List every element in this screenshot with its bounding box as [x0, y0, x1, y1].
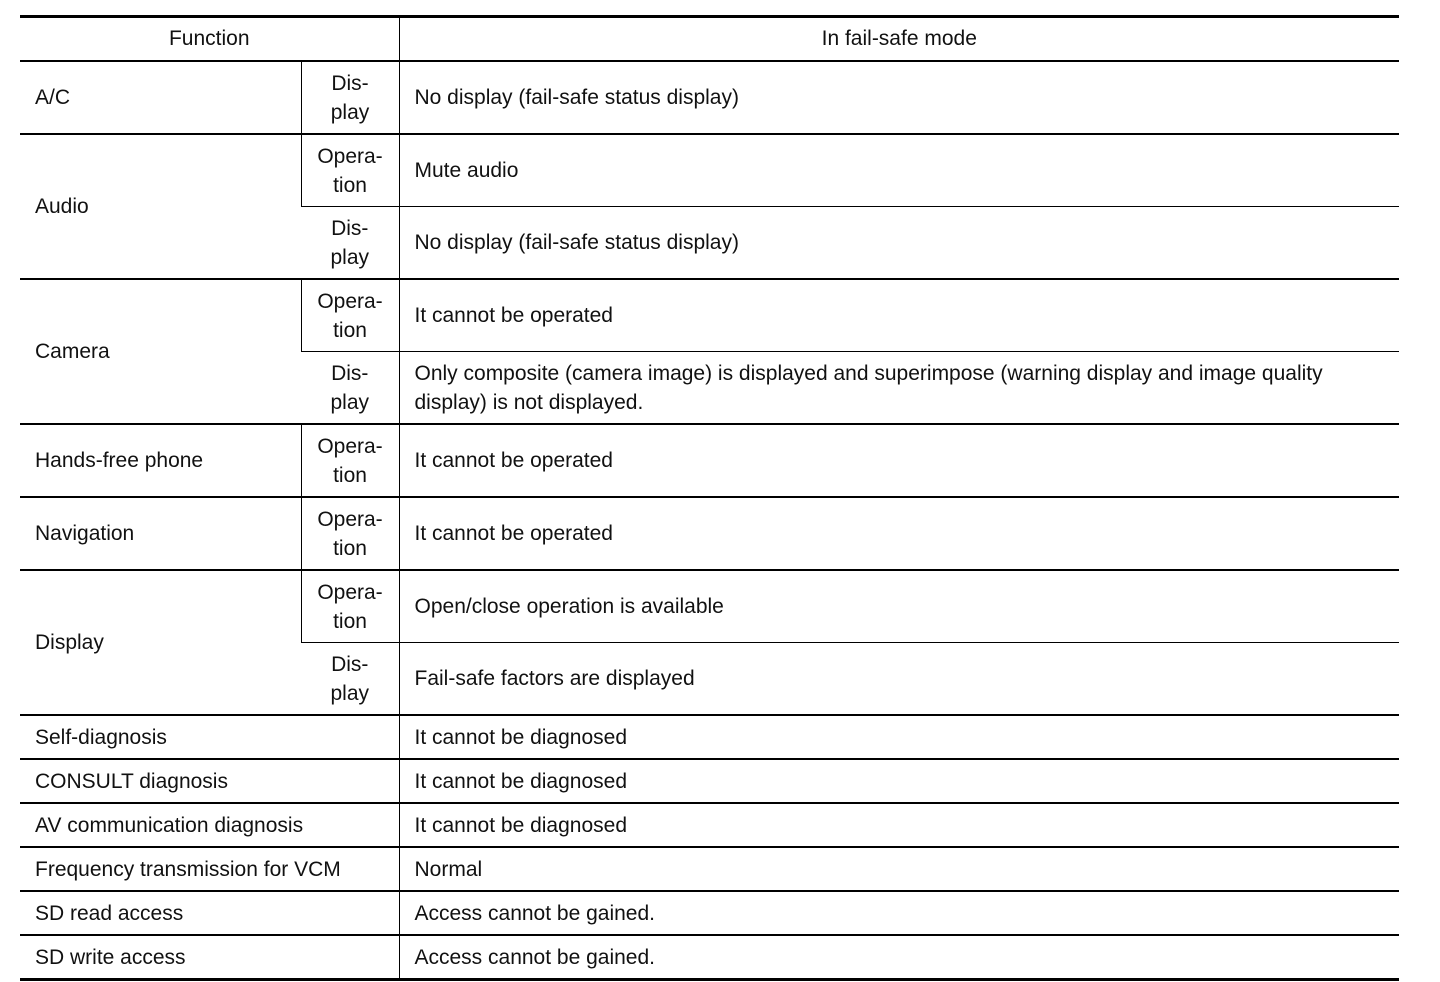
function-sd-read: SD read access: [20, 891, 399, 935]
function-camera: Camera: [20, 279, 301, 424]
mode-audio-display: No display (fail-safe status display): [399, 207, 1399, 280]
mode-display-display: Fail-safe factors are displayed: [399, 643, 1399, 716]
mode-audio-operation: Mute audio: [399, 134, 1399, 207]
table-row: [20, 279, 1399, 352]
mode-ac-display: No display (fail-safe status display): [399, 61, 1399, 134]
mode-consult: It cannot be diagnosed: [399, 759, 1399, 803]
function-sd-write: SD write access: [20, 935, 399, 980]
table-row: [20, 803, 1399, 847]
sub-display: Dis- play: [301, 643, 399, 716]
table-row: [20, 847, 1399, 891]
mode-camera-operation: It cannot be operated: [399, 279, 1399, 352]
mode-navigation-operation: It cannot be operated: [399, 497, 1399, 570]
table-row: [20, 61, 1399, 134]
table-row: [20, 134, 1399, 207]
function-handsfree: Hands-free phone: [20, 424, 301, 497]
function-display: Display: [20, 570, 301, 715]
sub-operation: Opera- tion: [301, 570, 399, 643]
table-header-row: [20, 17, 1399, 62]
mode-freq-vcm: Normal: [399, 847, 1399, 891]
mode-sd-write: Access cannot be gained.: [399, 935, 1399, 980]
table-row: [20, 891, 1399, 935]
header-mode: In fail-safe mode: [399, 17, 1399, 62]
mode-sd-read: Access cannot be gained.: [399, 891, 1399, 935]
sub-display: Dis- play: [301, 207, 399, 280]
sub-operation: Opera- tion: [301, 424, 399, 497]
mode-handsfree-operation: It cannot be operated: [399, 424, 1399, 497]
sub-display: Dis- play: [301, 352, 399, 425]
function-self-diagnosis: Self-diagnosis: [20, 715, 399, 759]
table-row: [20, 715, 1399, 759]
table-row: [20, 570, 1399, 643]
table-row: [20, 935, 1399, 980]
sub-operation: Opera- tion: [301, 279, 399, 352]
header-function: Function: [20, 17, 399, 62]
sub-operation: Opera- tion: [301, 134, 399, 207]
function-consult: CONSULT diagnosis: [20, 759, 399, 803]
function-navigation: Navigation: [20, 497, 301, 570]
function-audio: Audio: [20, 134, 301, 279]
failsafe-table: [20, 15, 1399, 981]
function-freq-vcm: Frequency transmission for VCM: [20, 847, 399, 891]
sub-display: Dis- play: [301, 61, 399, 134]
table-row: [20, 497, 1399, 570]
mode-camera-display: Only composite (camera image) is displayed and superimpose (warning display and image quality display) is not displayed.: [399, 352, 1399, 425]
table-row: [20, 759, 1399, 803]
table-row: [20, 424, 1399, 497]
sub-operation: Opera- tion: [301, 497, 399, 570]
function-av-comm: AV communication diagnosis: [20, 803, 399, 847]
mode-self-diagnosis: It cannot be diagnosed: [399, 715, 1399, 759]
mode-av-comm: It cannot be diagnosed: [399, 803, 1399, 847]
function-ac: A/C: [35, 86, 71, 109]
mode-display-operation: Open/close operation is available: [399, 570, 1399, 643]
